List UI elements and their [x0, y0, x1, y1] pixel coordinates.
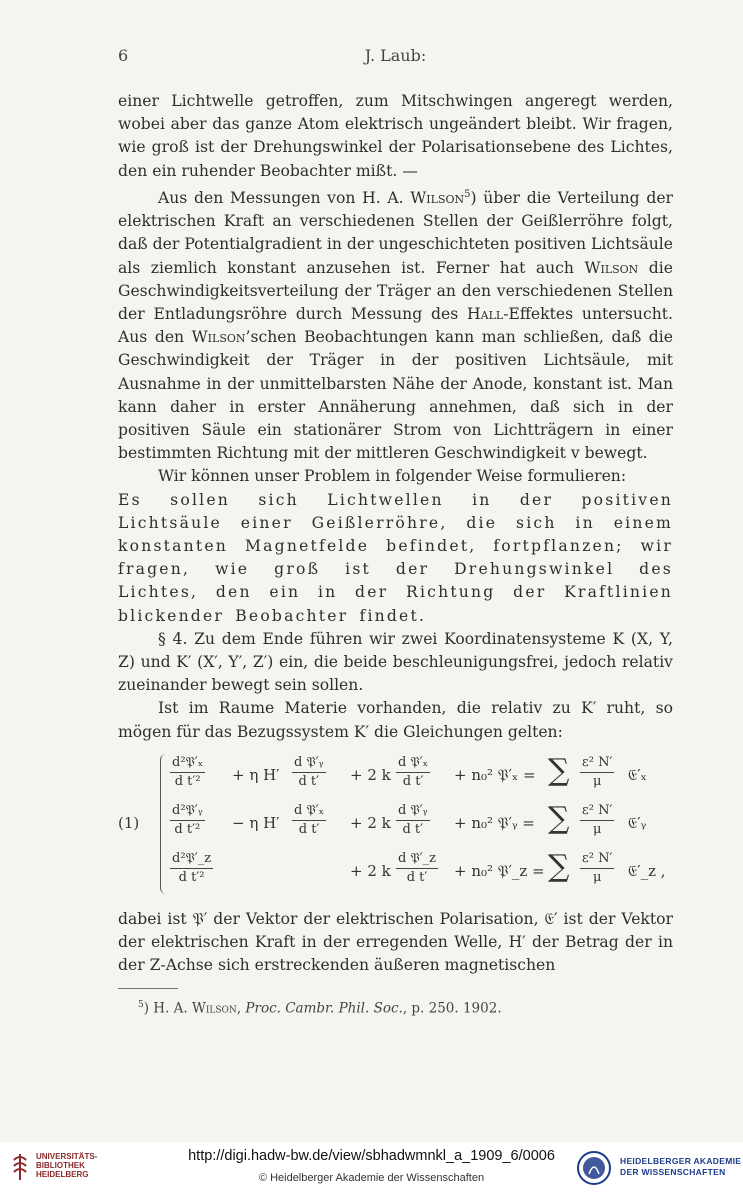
term-second-derivative: d²𝔓′ᵧ d t′² [172, 802, 203, 837]
academy-label: HEIDELBERGER AKADEMIE DER WISSENSCHAFTEN [620, 1156, 742, 1177]
operator: + n₀² 𝔓′ₓ = [454, 765, 536, 784]
author-name: Wilson [410, 189, 465, 207]
operator: + 2 k [350, 765, 391, 784]
footnote-details: , p. 250. 1902. [402, 1000, 502, 1017]
p2-text-d: -Effektes untersucht. Aus den [118, 305, 673, 347]
term-damping: d 𝔓′ₓ d t′ [398, 754, 429, 789]
equation-row-3 [170, 846, 673, 890]
operator: + n₀² 𝔓′ᵧ = [454, 813, 535, 832]
paragraph-4: § 4. Zu dem Ende führen wir zwei Koordinatensysteme K (X, Y, Z) und K′ (X′, Y′, Z′) ein, die beide beschleunigungsfrei, jedoch relativ zueinander bewegt sein sollen. [118, 629, 673, 695]
copyright-notice: © Heidelberger Akademie der Wissenschaften [258, 1172, 485, 1184]
paragraph-3-emphasis: Es sollen sich Lichtwellen in der positiven Lichtsäule einer Geißlerröhre, die sich in einem konstanten Magnetfelde befindet, fortpflanzen; wir fragen, wie groß ist der Drehungswinkel des Lichtes, den ein in der Richtung der Kraftlinien blickender Beobachter findet. [118, 490, 673, 625]
document-url[interactable]: http://digi.hadw-bw.de/view/sbhadwmnkl_a_1909_6/0006 [188, 1148, 555, 1164]
page-number: 6 [118, 46, 129, 65]
sum-symbol: ∑ [548, 800, 570, 836]
paragraph-5: Ist im Raume Materie vorhanden, die relativ zu K′ ruht, so mögen für das Bezugssystem K′ die Gleichungen gelten: [118, 699, 673, 741]
equation-block [118, 750, 673, 900]
operator: + η H′ [232, 765, 280, 784]
equation-number: (1) [118, 813, 140, 832]
paragraph-1: einer Lichtwelle getroffen, zum Mitschwingen angeregt werden, wobei aber das ganze Atom elektrisch ungeändert bleibt. Wir fragen, wie groß ist der Drehungswinkel der Polarisationsebene des Lichtes, den ein ruhender Beobachter mißt. — [118, 92, 673, 180]
equation-brace [160, 754, 167, 894]
operator: + 2 k [350, 813, 391, 832]
term-first-derivative: d 𝔓′ᵧ d t′ [294, 754, 324, 789]
operator: + n₀² 𝔓′_z = [454, 861, 545, 880]
term-coefficient: $\frac{\text{ε² N′}}{\mu}$ [582, 754, 613, 789]
footnote-ref: 5 [464, 188, 471, 200]
term-first-derivative: d 𝔓′ₓ d t′ [294, 802, 325, 837]
term-second-derivative: d²𝔓′_z d t′² [172, 850, 212, 885]
field-term: 𝔈′_z , [628, 861, 666, 880]
sum-symbol: ∑ [548, 752, 570, 788]
field-term: 𝔈′ₓ [628, 765, 647, 784]
paragraph-2 [118, 183, 673, 466]
term-damping: d 𝔓′ᵧ d t′ [398, 802, 428, 837]
footnote-rule [118, 988, 178, 989]
author-name: Hall [467, 305, 504, 324]
equation-row-2 [170, 798, 673, 842]
operator: + 2 k [350, 861, 391, 880]
p2-text-c: die Geschwindigkeitsverteilung der Träger an den verschiedenen Stellen der Entladungsröhre durch Messung des [118, 258, 674, 324]
field-term: 𝔈′ᵧ [628, 813, 647, 832]
running-head: J. Laub: [364, 46, 427, 65]
page-header [118, 46, 673, 68]
footnote-author: H. A. Wilson [153, 1000, 237, 1017]
university-library-label: UNIVERSITÄTS- BIBLIOTHEK HEIDELBERG [36, 1152, 98, 1179]
digitization-footer [0, 1142, 743, 1196]
author-name: Wilson [191, 328, 246, 347]
footnote-journal: Proc. Cambr. Phil. Soc. [245, 1000, 403, 1017]
term-damping: d 𝔓′_z d t′ [398, 850, 437, 885]
operator: − η H′ [232, 813, 280, 832]
p2-text-b: ) über die Verteilung der elektrischen Kraft an verschiedenen Stellen der Geißlerröhre folgt, daß der Potentialgradient in der ungeschichteten positiven Lichtsäule als ziemlich konstant anzusehen ist. Ferner hat auch [118, 189, 673, 277]
term-second-derivative: d²𝔓′ₓ d t′² [172, 754, 204, 789]
term-coefficient: $\frac{\text{ε² N′}}{\mu}$ [582, 802, 613, 837]
p2-text-a: Aus den Messungen von H. A. [158, 189, 411, 207]
footnote: $^5$) H. A. Wilson, Proc. Cambr. Phil. Soc., p. 250. 1902. [138, 1000, 502, 1017]
paragraph-6: dabei ist 𝔓′ der Vektor der elektrischen Polarisation, 𝔈′ ist der Vektor der elektrischen Kraft in der erregenden Welle, H′ der Betrag der in der Z-Achse sich erstreckenden äußeren magnetischen [118, 909, 673, 975]
author-name: Wilson [584, 258, 639, 277]
p2-text-e: ’schen Beobachtungen kann man schließen, daß die Geschwindigkeit der Träger in der positiven Lichtsäule, mit Ausnahme in der unmittelbarsten Nähe der Anode, konstant ist. Man kann daher in erster Annäherung annehmen, daß sich in der positiven Säule ein stationärer Strom von Lichtträgern in einer bestimmten Richtung mit der mittleren Geschwindigkeit v bewegt. [118, 328, 673, 463]
term-coefficient: $\frac{\text{ε² N′}}{\mu}$ [582, 850, 613, 885]
equation-row-1 [170, 750, 673, 794]
body-text [118, 90, 673, 977]
academy-seal-icon [576, 1150, 612, 1186]
paragraph-3-lead: Wir können unser Problem in folgender Weise formulieren: [158, 467, 627, 486]
sum-symbol: ∑ [548, 848, 570, 884]
